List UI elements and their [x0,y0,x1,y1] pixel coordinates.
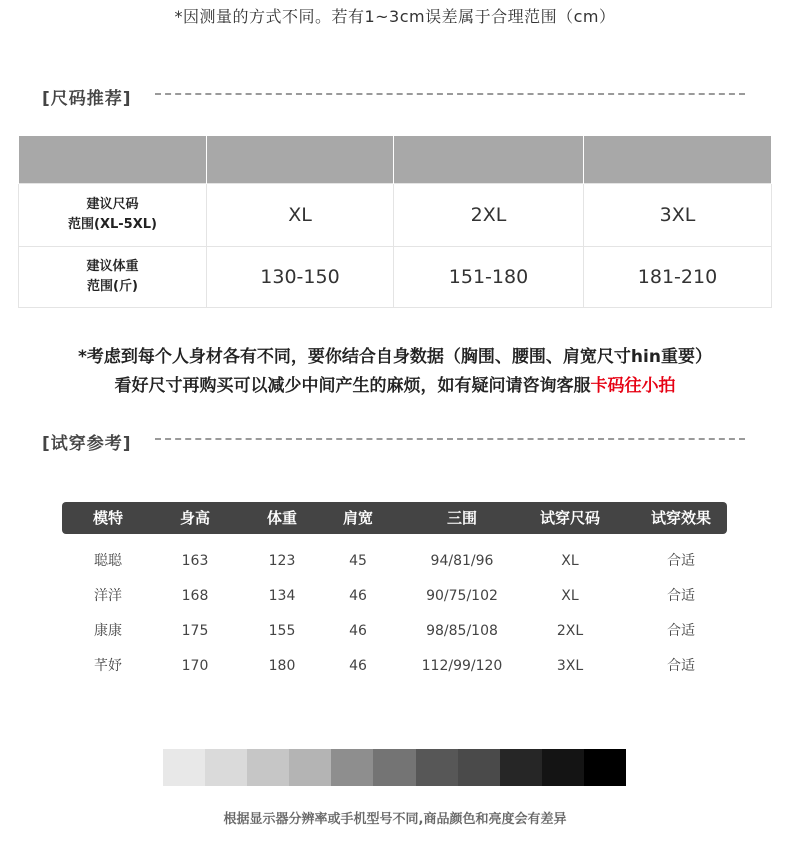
table-row [62,586,727,606]
dashed-divider [155,438,745,440]
measurements-value: 112/99/120 [421,658,503,674]
fit-result-value: 合适 [667,623,695,639]
shoulder-value: 46 [349,658,367,674]
row-label-line: 建议体重 [86,259,139,274]
model-name: 康康 [94,623,122,639]
advice-line-1: *考虑到每个人身材各有不同，要你结合自身数据（胸围、腰围、肩宽尺寸hin重要） [78,347,712,367]
tried-size-value: XL [561,588,579,604]
grayscale-swatch [416,749,458,786]
tryon-table-header [62,502,727,534]
dashed-divider [155,93,745,95]
grayscale-swatch [205,749,247,786]
table-row [62,551,727,571]
size-table-header-row [19,136,772,184]
fit-result-value: 合适 [667,553,695,569]
grayscale-swatch [289,749,331,786]
grayscale-swatch [331,749,373,786]
shoulder-value: 46 [349,588,367,604]
grayscale-swatch [584,749,626,786]
column-header-fit-result: 试穿效果 [650,509,712,527]
color-disclaimer: 根据显示器分辨率或手机型号不同,商品颜色和亮度会有差异 [223,812,567,827]
tried-size-value: 2XL [556,623,584,639]
size-recommendation-table [18,136,772,308]
section-title-size-recommendation: [尺码推荐] [42,89,132,109]
measurement-note: *因测量的方式不同。若有1~3cm误差属于合理范围（cm） [174,7,616,26]
grayscale-swatch [500,749,542,786]
size-cell: 3XL [584,184,772,247]
grayscale-swatch [247,749,289,786]
advice-line-2 [0,371,790,396]
model-name: 芊妤 [94,658,122,674]
tried-size-value: XL [561,553,579,569]
header-cell [19,136,207,184]
height-value: 168 [181,588,209,604]
row-label-line: 范围(XL-5XL) [68,217,157,232]
size-cell: XL [207,184,394,247]
weight-value: 180 [268,658,296,674]
header-cell [584,136,772,184]
height-value: 163 [181,553,209,569]
grayscale-swatch [373,749,415,786]
weight-value: 134 [268,588,296,604]
row-label [19,247,207,308]
grayscale-swatch-strip [163,749,626,786]
row-label-line: 范围(斤) [87,279,138,294]
grayscale-swatch [163,749,205,786]
advice-text: 看好尺寸再购买可以减少中间产生的麻烦，如有疑问请咨询客服 [114,376,591,396]
shoulder-value: 46 [349,623,367,639]
measurements-value: 94/81/96 [430,553,494,569]
model-name: 聪聪 [94,553,122,569]
grayscale-swatch [458,749,500,786]
row-label-line: 建议尺码 [86,197,139,212]
table-row [19,184,772,247]
column-header-weight: 体重 [266,509,298,527]
grayscale-swatch [542,749,584,786]
fit-result-value: 合适 [667,588,695,604]
height-value: 175 [181,623,209,639]
measurements-value: 98/85/108 [426,623,498,639]
table-row [62,621,727,641]
tried-size-value: 3XL [556,658,584,674]
weight-cell: 181-210 [584,247,772,308]
header-cell [394,136,584,184]
header-cell [207,136,394,184]
column-header-model: 模特 [92,509,124,527]
table-row [19,247,772,308]
row-label [19,184,207,247]
column-header-height: 身高 [179,509,211,527]
table-row [62,656,727,676]
weight-value: 123 [268,553,296,569]
advice-highlight: 卡码往小拍 [590,376,676,396]
weight-value: 155 [268,623,296,639]
size-cell: 2XL [394,184,584,247]
weight-cell: 151-180 [394,247,584,308]
model-name: 洋洋 [94,588,122,604]
section-title-try-on: [试穿参考] [42,434,132,454]
weight-cell: 130-150 [207,247,394,308]
shoulder-value: 45 [349,553,367,569]
column-header-shoulder: 肩宽 [342,509,374,527]
fit-result-value: 合适 [667,658,695,674]
height-value: 170 [181,658,209,674]
measurements-value: 90/75/102 [426,588,498,604]
column-header-tried-size: 试穿尺码 [539,509,601,527]
column-header-measurements: 三围 [446,509,478,527]
